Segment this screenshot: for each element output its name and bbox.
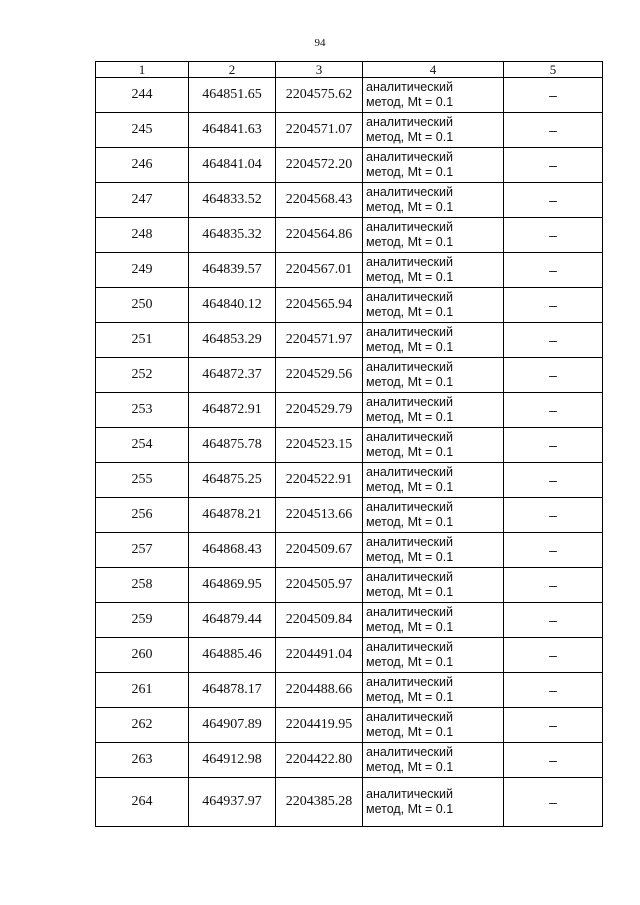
point-number-cell: 245 [96,113,189,148]
note-cell: – [504,673,603,708]
method-line-1: аналитический [366,360,453,374]
point-number-cell: 256 [96,498,189,533]
table-row [96,393,603,428]
method-line-1: аналитический [366,255,453,269]
y-coordinate-cell: 2204523.15 [276,428,363,463]
method-line-2: метод, Mt = 0.1 [366,340,454,354]
table-row [96,148,603,183]
point-number-cell: 263 [96,743,189,778]
method-cell [363,358,504,393]
y-coordinate-cell: 2204385.28 [276,778,363,827]
y-coordinate-cell: 2204529.79 [276,393,363,428]
header-col-4: 4 [363,62,504,78]
method-line-2: метод, Mt = 0.1 [366,235,454,249]
y-coordinate-cell: 2204529.56 [276,358,363,393]
x-coordinate-cell: 464851.65 [189,78,276,113]
point-number-cell: 254 [96,428,189,463]
point-number-cell: 255 [96,463,189,498]
method-line-1: аналитический [366,430,453,444]
method-line-2: метод, Mt = 0.1 [366,480,454,494]
method-line-1: аналитический [366,787,453,801]
method-line-1: аналитический [366,500,453,514]
table-row [96,113,603,148]
header-col-3: 3 [276,62,363,78]
x-coordinate-cell: 464840.12 [189,288,276,323]
note-cell: – [504,778,603,827]
note-cell: – [504,428,603,463]
method-cell [363,183,504,218]
point-number-cell: 252 [96,358,189,393]
point-number-cell: 258 [96,568,189,603]
y-coordinate-cell: 2204488.66 [276,673,363,708]
note-cell: – [504,463,603,498]
method-cell [363,498,504,533]
method-cell [363,533,504,568]
x-coordinate-cell: 464872.91 [189,393,276,428]
x-coordinate-cell: 464839.57 [189,253,276,288]
note-cell: – [504,603,603,638]
note-cell: – [504,638,603,673]
method-line-1: аналитический [366,605,453,619]
method-cell [363,463,504,498]
x-coordinate-cell: 464879.44 [189,603,276,638]
method-line-2: метод, Mt = 0.1 [366,200,454,214]
y-coordinate-cell: 2204564.86 [276,218,363,253]
method-cell [363,148,504,183]
point-number-cell: 246 [96,148,189,183]
table-row [96,568,603,603]
method-line-2: метод, Mt = 0.1 [366,410,454,424]
y-coordinate-cell: 2204572.20 [276,148,363,183]
x-coordinate-cell: 464907.89 [189,708,276,743]
method-line-1: аналитический [366,745,453,759]
header-col-5: 5 [504,62,603,78]
x-coordinate-cell: 464937.97 [189,778,276,827]
point-number-cell: 247 [96,183,189,218]
method-line-2: метод, Mt = 0.1 [366,445,454,459]
method-line-1: аналитический [366,115,453,129]
x-coordinate-cell: 464872.37 [189,358,276,393]
method-line-2: метод, Mt = 0.1 [366,760,454,774]
method-line-1: аналитический [366,465,453,479]
method-line-1: аналитический [366,220,453,234]
table-row [96,533,603,568]
note-cell: – [504,323,603,358]
table-row [96,498,603,533]
table-row [96,428,603,463]
table-row [96,638,603,673]
note-cell: – [504,533,603,568]
method-line-1: аналитический [366,325,453,339]
table-row [96,603,603,638]
method-cell [363,428,504,463]
y-coordinate-cell: 2204565.94 [276,288,363,323]
table-row [96,183,603,218]
method-line-1: аналитический [366,80,453,94]
table-row [96,218,603,253]
method-line-1: аналитический [366,395,453,409]
note-cell: – [504,148,603,183]
method-line-2: метод, Mt = 0.1 [366,270,454,284]
y-coordinate-cell: 2204575.62 [276,78,363,113]
method-cell [363,113,504,148]
y-coordinate-cell: 2204513.66 [276,498,363,533]
point-number-cell: 248 [96,218,189,253]
method-line-1: аналитический [366,535,453,549]
method-cell [363,638,504,673]
note-cell: – [504,358,603,393]
note-cell: – [504,708,603,743]
note-cell: – [504,218,603,253]
method-cell [363,743,504,778]
x-coordinate-cell: 464841.63 [189,113,276,148]
y-coordinate-cell: 2204419.95 [276,708,363,743]
point-number-cell: 259 [96,603,189,638]
method-cell [363,393,504,428]
point-number-cell: 262 [96,708,189,743]
table-row [96,778,603,827]
method-line-1: аналитический [366,290,453,304]
y-coordinate-cell: 2204491.04 [276,638,363,673]
method-line-1: аналитический [366,710,453,724]
page-number: 94 [314,37,326,49]
table-row [96,253,603,288]
method-line-2: метод, Mt = 0.1 [366,585,454,599]
method-line-2: метод, Mt = 0.1 [366,802,454,816]
point-number-cell: 249 [96,253,189,288]
method-line-2: метод, Mt = 0.1 [366,165,454,179]
y-coordinate-cell: 2204567.01 [276,253,363,288]
x-coordinate-cell: 464841.04 [189,148,276,183]
method-cell [363,218,504,253]
x-coordinate-cell: 464878.21 [189,498,276,533]
note-cell: – [504,113,603,148]
table-row [96,743,603,778]
method-line-2: метод, Mt = 0.1 [366,95,454,109]
x-coordinate-cell: 464885.46 [189,638,276,673]
point-number-cell: 253 [96,393,189,428]
method-cell [363,708,504,743]
point-number-cell: 260 [96,638,189,673]
note-cell: – [504,253,603,288]
method-cell [363,253,504,288]
note-cell: – [504,393,603,428]
table-row [96,323,603,358]
header-col-2: 2 [189,62,276,78]
coordinates-table [95,61,603,827]
method-line-2: метод, Mt = 0.1 [366,725,454,739]
x-coordinate-cell: 464912.98 [189,743,276,778]
point-number-cell: 261 [96,673,189,708]
method-line-2: метод, Mt = 0.1 [366,130,454,144]
y-coordinate-cell: 2204568.43 [276,183,363,218]
x-coordinate-cell: 464868.43 [189,533,276,568]
note-cell: – [504,288,603,323]
note-cell: – [504,183,603,218]
method-line-2: метод, Mt = 0.1 [366,655,454,669]
method-line-1: аналитический [366,150,453,164]
point-number-cell: 251 [96,323,189,358]
header-col-1: 1 [96,62,189,78]
method-line-2: метод, Mt = 0.1 [366,690,454,704]
method-line-2: метод, Mt = 0.1 [366,515,454,529]
table-header-row [96,62,603,78]
point-number-cell: 244 [96,78,189,113]
method-line-2: метод, Mt = 0.1 [366,620,454,634]
table-row [96,463,603,498]
table-row [96,78,603,113]
method-line-1: аналитический [366,570,453,584]
table-row [96,708,603,743]
table-row [96,673,603,708]
method-cell [363,78,504,113]
table-row [96,288,603,323]
point-number-cell: 264 [96,778,189,827]
method-cell [363,323,504,358]
y-coordinate-cell: 2204422.80 [276,743,363,778]
note-cell: – [504,78,603,113]
x-coordinate-cell: 464875.78 [189,428,276,463]
method-line-1: аналитический [366,640,453,654]
x-coordinate-cell: 464878.17 [189,673,276,708]
method-cell [363,603,504,638]
method-line-2: метод, Mt = 0.1 [366,305,454,319]
point-number-cell: 250 [96,288,189,323]
method-cell [363,778,504,827]
table-body [96,78,603,827]
x-coordinate-cell: 464875.25 [189,463,276,498]
y-coordinate-cell: 2204571.07 [276,113,363,148]
y-coordinate-cell: 2204509.84 [276,603,363,638]
method-cell [363,288,504,323]
y-coordinate-cell: 2204522.91 [276,463,363,498]
x-coordinate-cell: 464835.32 [189,218,276,253]
x-coordinate-cell: 464833.52 [189,183,276,218]
y-coordinate-cell: 2204571.97 [276,323,363,358]
x-coordinate-cell: 464853.29 [189,323,276,358]
note-cell: – [504,498,603,533]
y-coordinate-cell: 2204509.67 [276,533,363,568]
y-coordinate-cell: 2204505.97 [276,568,363,603]
note-cell: – [504,568,603,603]
method-cell [363,673,504,708]
method-line-2: метод, Mt = 0.1 [366,550,454,564]
point-number-cell: 257 [96,533,189,568]
x-coordinate-cell: 464869.95 [189,568,276,603]
method-cell [363,568,504,603]
table-row [96,358,603,393]
note-cell: – [504,743,603,778]
method-line-1: аналитический [366,675,453,689]
method-line-1: аналитический [366,185,453,199]
method-line-2: метод, Mt = 0.1 [366,375,454,389]
